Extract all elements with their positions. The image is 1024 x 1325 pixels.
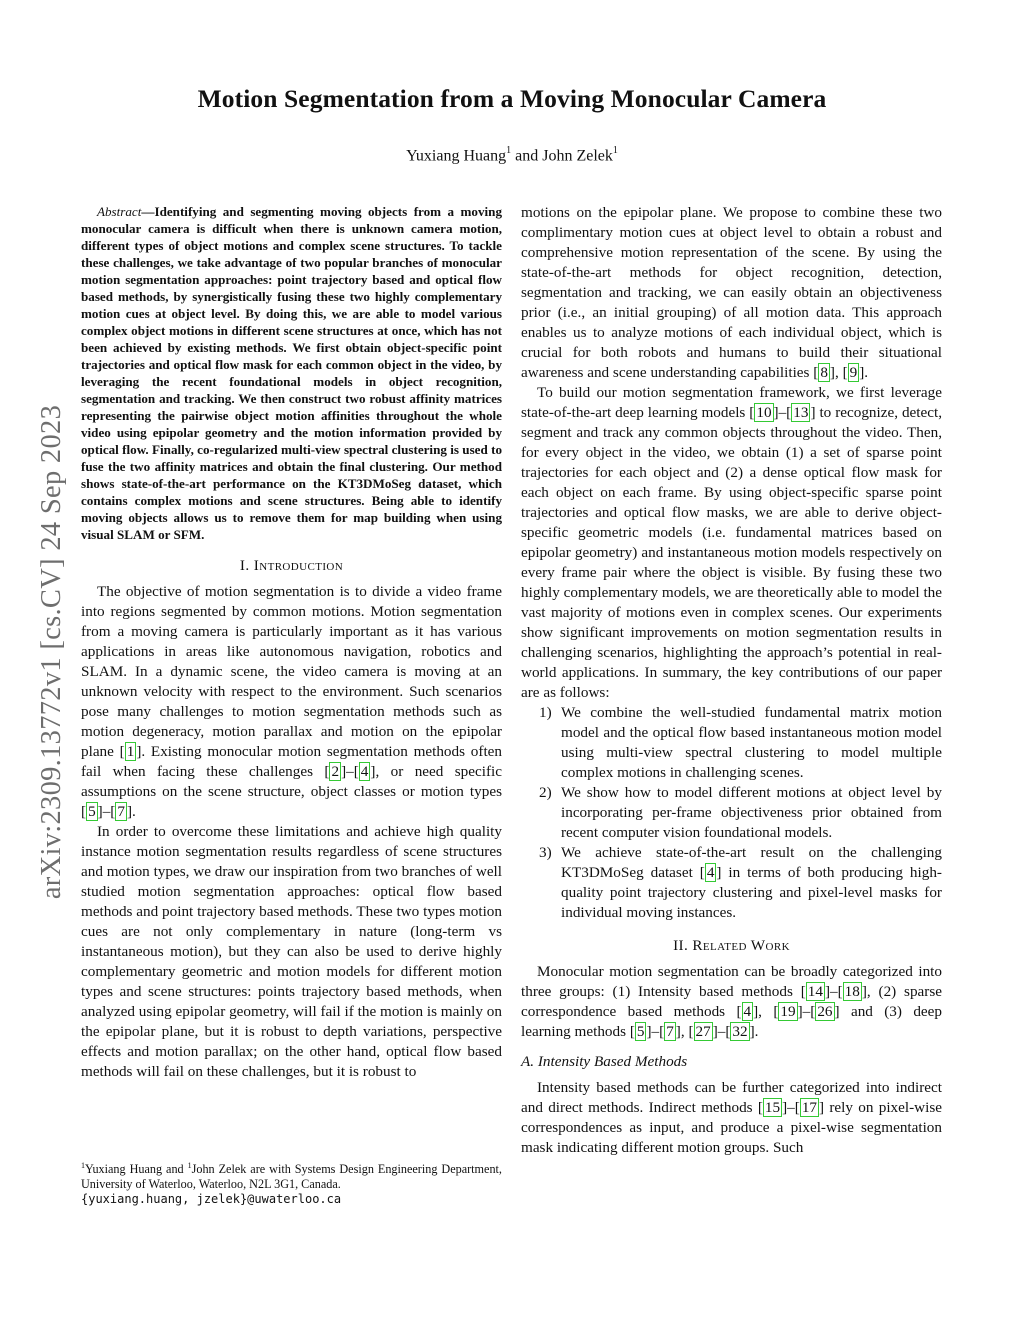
citation-link[interactable]: 5 — [636, 1023, 645, 1040]
affiliation-mark: 1 — [506, 145, 512, 156]
citation-link[interactable]: 4 — [743, 1003, 752, 1020]
left-column — [81, 203, 502, 1082]
paragraph: The objective of motion segmentation is to divide a video frame into regions segmented by common motions. Motion segmentation from a moving camera is particularly important as it has various applications in areas like autonomous navigation, robotics and SLAM. In a dynamic scene, the video camera is moving at an unknown velocity with respect to the environment. Such scenarios pose many challenges to motion segmentation methods such as motion degeneracy, motion parallax and motion on the epipolar plane [ 1 ]. Existing monocular motion segmentation methods often fail when facing these challenges [ 2 ]–[ 4 ], or need specific assumptions on the scene structure, object classes or motion types [ 5 ]–[ 7 ]. — [81, 583, 502, 820]
contributions-list — [521, 703, 942, 923]
citation-link[interactable]: 1 — [126, 743, 135, 760]
citation-link[interactable]: 17 — [801, 1099, 818, 1116]
citation-link[interactable]: 10 — [756, 404, 772, 421]
list-item: 1) We combine the well-studied fundamental matrix motion model and the optical flow based instantaneous motion model using multi-view spectral clustering to model multiple complex motions in challenging scenes. — [539, 704, 942, 781]
citation-link[interactable]: 19 — [780, 1003, 796, 1020]
citation-link[interactable]: 4 — [360, 763, 369, 780]
paragraph: Monocular motion segmentation can be broadly categorized into three groups: (1) Intensity based methods [ 14 ]–[ 18 ], (2) sparse correspondence based methods [ 4 ], [ 19 ]–[ 26 ] and (3) deep learning methods [ 5 ]–[ 7 ], [ 27 ]–[ 32 ]. — [521, 963, 943, 1040]
paragraph: In order to overcome these limitations and achieve high quality instance motion segmentation results regardless of scene structures and motion types, we draw our inspiration from two branches of well studied motion segmentation approaches: optical flow based methods and point trajectory based methods. These two types motion cues are not only complementary in nature (long-term vs instantaneous motion), but they can also be used to derive highly complementary geometric and motion models for different motion types and scene structures: points trajectory based methods, when analyzed using epipolar geometry, will fail if the motion is mainly on the epipolar plane, but it is robust to depth variations, perspective effects and motion parallax; on the other hand, optical flow based methods will fail on these challenges, but it is robust to — [81, 823, 502, 1080]
citation-link[interactable]: 4 — [706, 864, 715, 881]
citation-link[interactable]: 5 — [88, 803, 96, 820]
author-name: Yuxiang Huang — [406, 147, 507, 165]
citation-link[interactable]: 32 — [732, 1023, 748, 1040]
citation-link[interactable]: 18 — [844, 983, 860, 1000]
abstract — [81, 203, 502, 543]
citation-link[interactable]: 9 — [849, 364, 858, 381]
citation-link[interactable]: 7 — [117, 803, 125, 820]
section-heading-related-work: II. Related Work — [673, 937, 790, 954]
citation-link[interactable]: 14 — [807, 983, 823, 1000]
paragraph: motions on the epipolar plane. We propose to combine these two complimentary motion cues at object level to obtain a robust and comprehensive motion representation of the scene. By using the state-of-the-art methods for object recognition, detection, segmentation and tracking, we can easily obtain an objectiveness prior (i.e., an initial grouping) of all motion data. This approach enables us to analyze motions of each individual object, which is crucial for both robots and humans to build their situational awareness and scene understanding capabilities [ 8 ], [ 9 ]. — [521, 204, 942, 381]
arxiv-identifier: arXiv:2309.13772v1 [cs.CV] 24 Sep 2023 — [36, 404, 67, 900]
author-name: John Zelek — [542, 147, 613, 165]
author-line — [0, 146, 1024, 165]
affiliation-mark: 1 — [187, 1161, 192, 1170]
list-item: 3) We achieve state-of-the-art result on the challenging KT3DMoSeg dataset [ 4 ] in terms of both producing high-quality point trajectory clustering and pixel-level masks for individual moving instances. — [539, 844, 942, 921]
author-emails: {yuxiang.huang, jzelek}@uwaterloo.ca — [81, 1192, 342, 1207]
citation-link[interactable]: 26 — [817, 1003, 833, 1020]
citation-link[interactable]: 15 — [764, 1099, 781, 1116]
author-separator: and — [511, 147, 543, 165]
right-column — [521, 203, 942, 1158]
citation-link[interactable]: 8 — [820, 364, 828, 381]
footnote: $^1$Yuxiang Huang and $^1$John Zelek are with Systems Design Engineering Department, University of Waterloo, Waterloo, N2L 3G1, Canada. {yuxiang.huang, jzelek}@uwaterloo.ca — [81, 1161, 502, 1207]
citation-link[interactable]: 2 — [331, 763, 340, 780]
section-heading-introduction: I. Introduction — [239, 557, 344, 574]
subsection-heading: A. Intensity Based Methods — [521, 1053, 688, 1070]
affiliation-mark: 1 — [81, 1161, 85, 1170]
paragraph: To build our motion segmentation framework, we first leverage state-of-the-art deep learning models [ 10 ]–[ 13 ] to recognize, detect, segment and track any common objects throughout the video. Then, for every object in the video, we obtain (1) a set of sparse point trajectories for each object and (2) a dense optical flow mask for each object on each frame. By using object-specific sparse point trajectories and optical flow masks, we are able to derive object-specific geometric models (i.e. fundamental matrices based on epipolar geometry) and instantaneous motion models respectively on every frame pair where the object is visible. By fusing these two highly complementary models, we are theoretically able to model the vast majority of motions even in complex scenes. Our experiments show significant improvements on motion segmentation results in challenging scenarios, highlighting the approach’s potential in real-world applications. In summary, the key contributions of our paper are as follows: — [521, 384, 942, 701]
abstract-label: Abstract — [97, 204, 142, 219]
list-item: 2) We show how to model different motions at object level by incorporating per-frame objectiveness prior obtained from recent computer vision foundational models. — [539, 784, 942, 841]
affiliation-mark: 1 — [612, 145, 618, 156]
citation-link[interactable]: 27 — [695, 1023, 711, 1040]
citation-link[interactable]: 13 — [793, 404, 809, 421]
abstract-text: —Identifying and segmenting moving objects from a moving monocular camera is difficult when there is unknown camera motion, different types of object motions and complex scene structures. To tackle these challenges, we take advantage of two popular branches of monocular motion segmentation approaches: point trajectory based and optical flow based methods, by synergistically fusing these two highly complementary motion cues at object level. By doing this, we are able to model various complex object motions in different scene structures at once, which has not been achieved by existing methods. We first obtain object-specific point trajectories and optical flow mask for each common object in the video, by leveraging the recent foundational models in object recognition, segmentation and tracking. We then construct two robust affinity matrices representing the pairwise object motion affinities throughout the whole video using epipolar geometry and the motion information provided by optical flow. Finally, co-regularized multi-view spectral clustering is used to fuse the two affinity matrices and obtain the final clustering. Our method shows state-of-the-art performance on the KT3DMoSeg dataset, which contains complex motions and scene structures. Being able to identify moving objects allows us to remove them for map building when using visual SLAM or SFM. — [81, 204, 502, 542]
paper-title: Motion Segmentation from a Moving Monocular Camera — [197, 84, 827, 113]
citation-link[interactable]: 7 — [666, 1023, 674, 1040]
paragraph: Intensity based methods can be further categorized into indirect and direct methods. Indirect methods [ 15 ]–[ 17 ] rely on pixel-wise correspondences as input, and produce a pixel-wise segmentation mask indicating different motion groups. Such — [521, 1079, 942, 1156]
